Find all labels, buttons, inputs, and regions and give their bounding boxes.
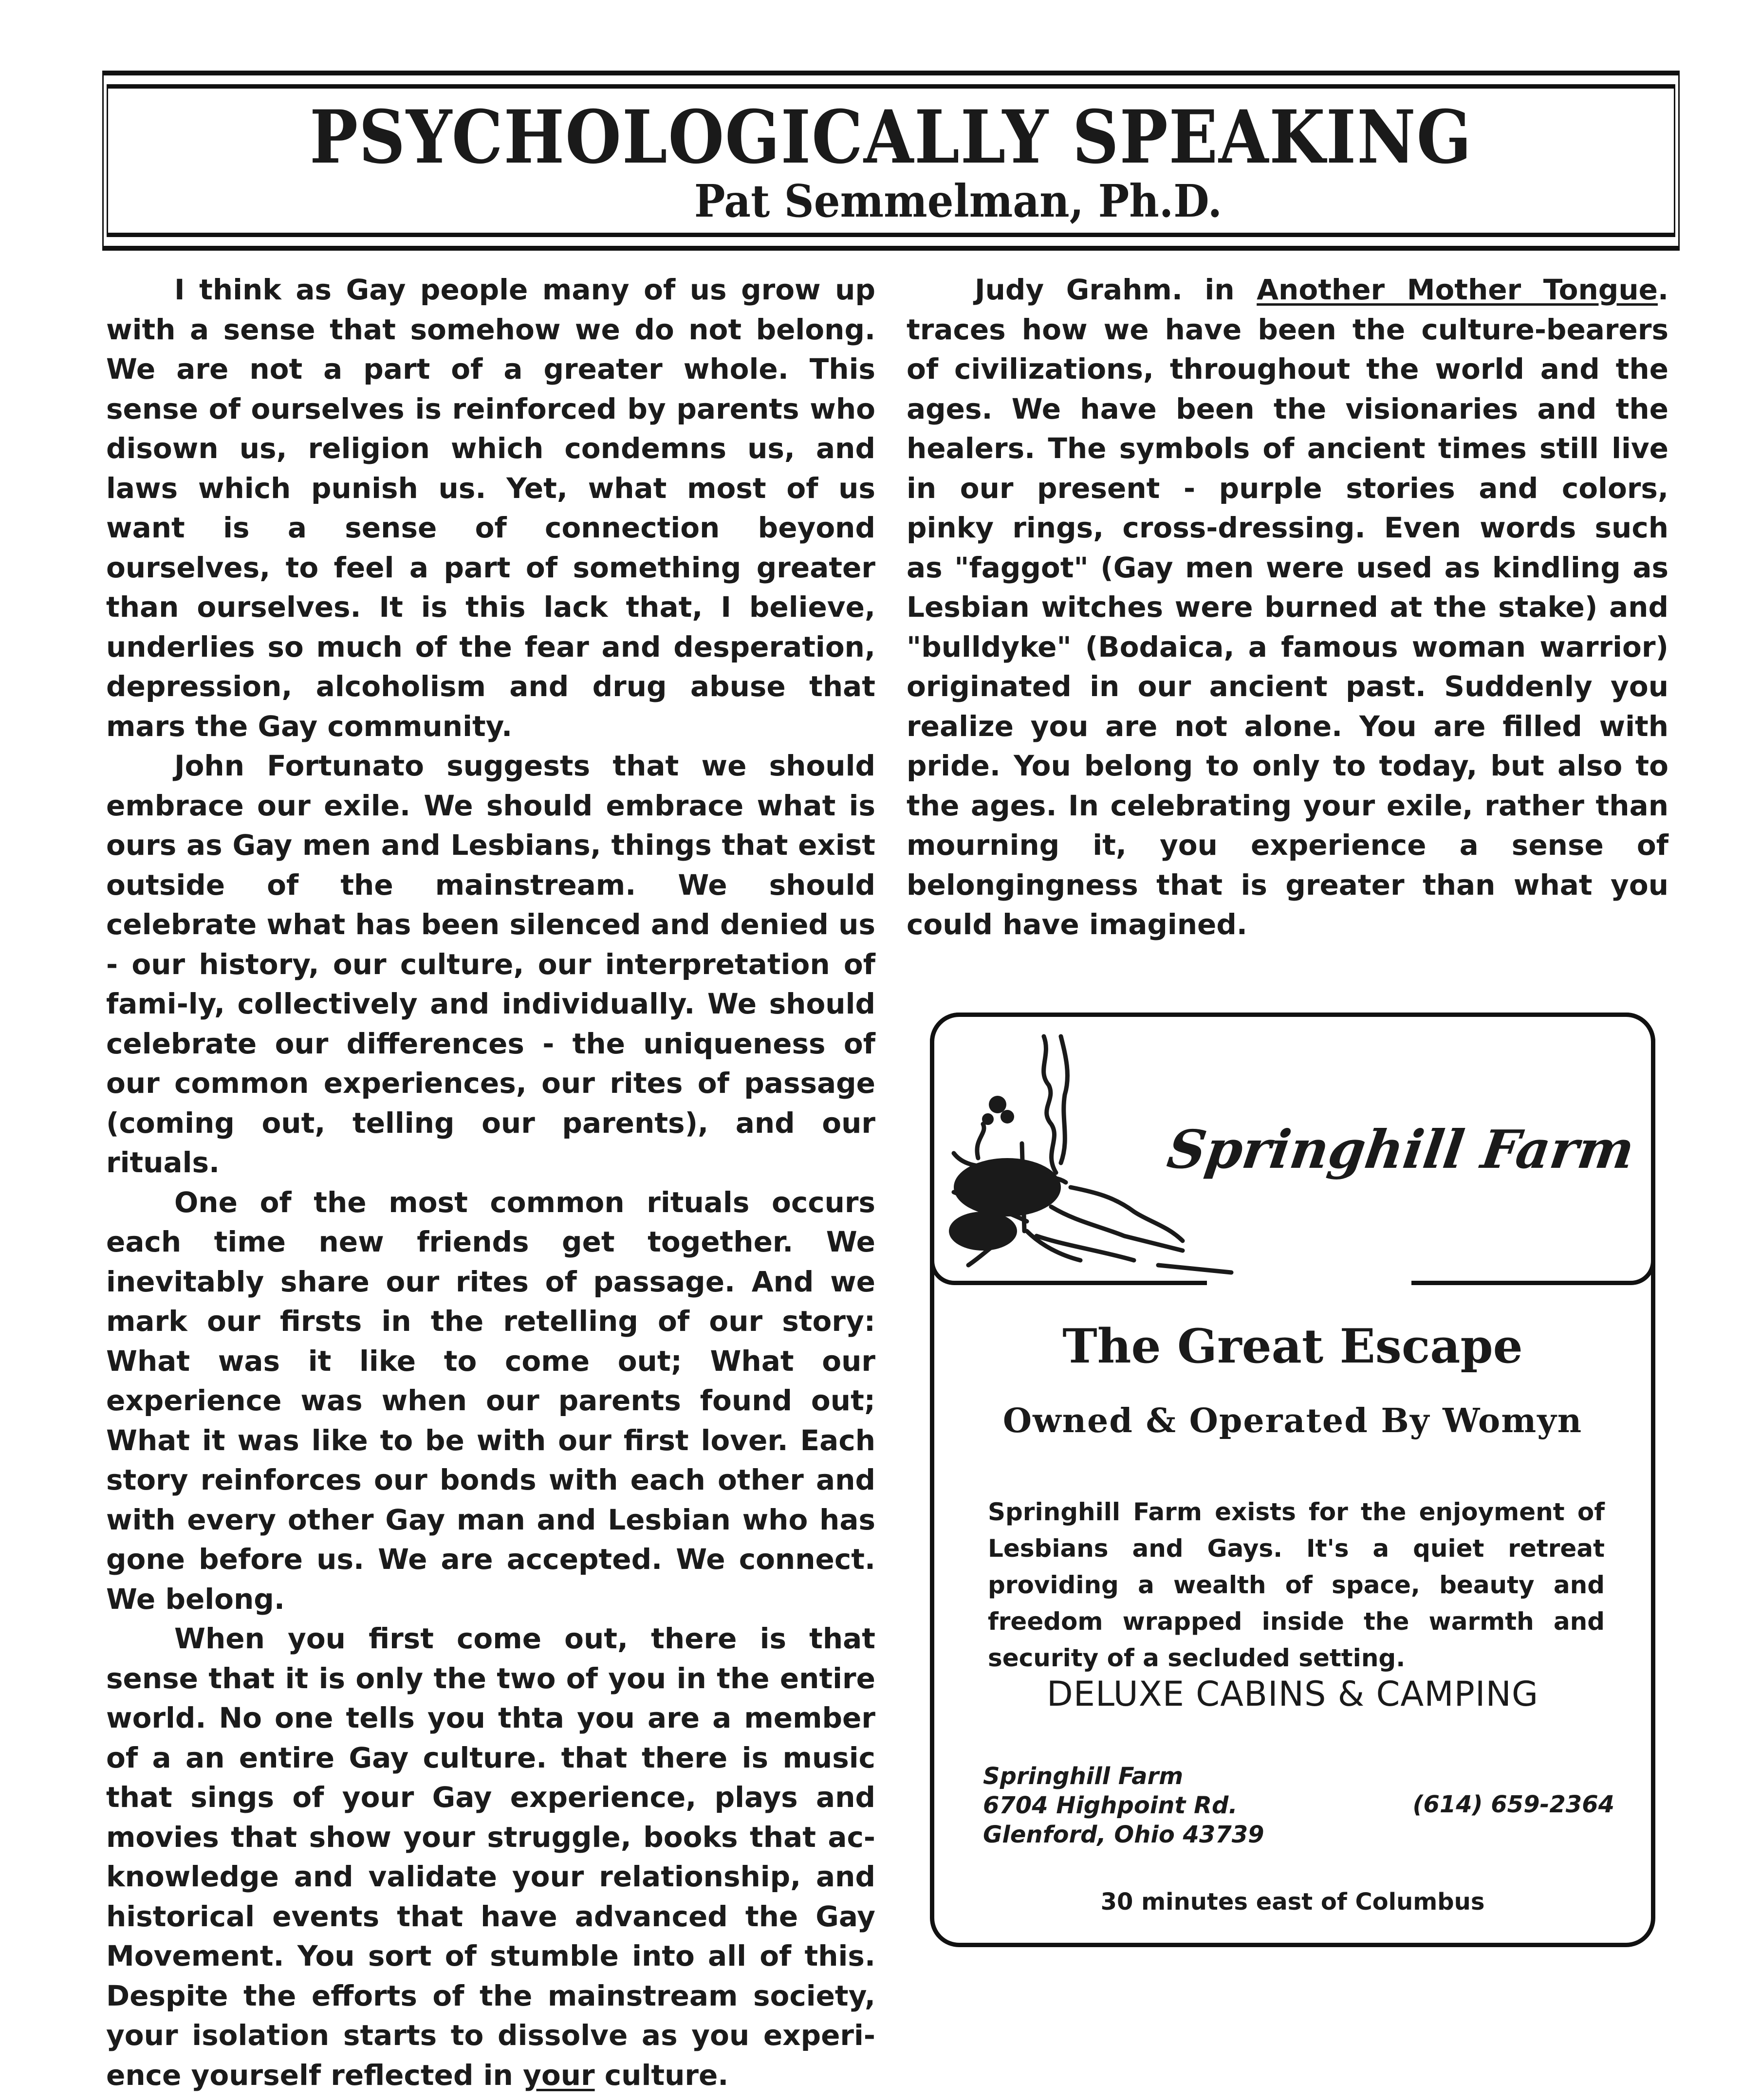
paragraph-text: Judy Grahm. in <box>975 273 1257 306</box>
ad-headline: The Great Escape <box>1062 1319 1523 1374</box>
ad-header-panel <box>930 1013 1655 1285</box>
article-paragraph: John Fortunato suggests that we should embrace our exile. We should embrace what is ours as Gay men and Lesbians, things that exist outside of the mainstream. We should celebrate what has been silenced and denied us - our history, our culture, our interpretation of fami-ly, collectively and individually. We should celebrate our differences - the uniqueness of our common experiences, our rites of passage (coming out, telling our parents), and our rituals. <box>106 749 875 1179</box>
article-paragraph <box>907 270 1668 945</box>
article-right-column <box>907 270 1668 945</box>
springhill-farm-advertisement <box>930 1013 1655 1947</box>
ad-tagline: Owned & Operated By Womyn <box>1002 1401 1583 1440</box>
ad-address-block <box>983 1762 1264 1849</box>
ad-brand-logo: Springhill Farm <box>1164 1119 1638 1180</box>
ad-phone-number: (614) 659-2364 <box>1412 1791 1614 1818</box>
article-left-column <box>106 270 875 2095</box>
ad-location-note: 30 minutes east of Columbus <box>1100 1888 1485 1916</box>
column-masthead <box>102 71 1680 251</box>
article-paragraph: I think as Gay people many of us grow up with a sense that somehow we do not belong. We are not a part of a greater whole. This sense of ourselves is reinforced by parents who disown us, religion which condemns us, and laws which punish us. Yet, what most of us want is a sense of connection beyond ourselves, to feel a part of something greater than ourselves. It is this lack that, I believe, underlies so much of the fear and desperation, depression, alcoholism and drug abuse that mars the Gay community. <box>106 273 875 743</box>
author-byline: Pat Semmelman, Ph.D. <box>694 175 1223 227</box>
emphasized-word: your <box>523 2058 595 2092</box>
header-border-gap <box>1207 1279 1411 1287</box>
masthead-inner-border <box>107 84 1675 237</box>
article-paragraph <box>106 1619 875 2095</box>
address-city: Glenford, Ohio 43739 <box>983 1821 1264 1848</box>
ad-description: Springhill Farm exists for the enjoyment of Lesbians and Gays. It's a quiet retreat providing a wealth of space, beauty and freedom wrapped inside the warmth and security of a secluded setting. <box>988 1498 1605 1672</box>
address-name: Springhill Farm <box>983 1763 1184 1790</box>
address-street: 6704 Highpoint Rd. <box>983 1792 1238 1819</box>
article-paragraph: One of the most common rituals occurs each time new friends get together. We inevitably share our rites of passage. And we mark our firsts in the retelling of our story: What was it like to come out; What our experience was when our parents found out; What it was like to be with our first lover. Each story reinforces our bonds with each other and with every other Gay man and Lesbian who has gone before us. We are accepted. We connect. We belong. <box>106 1185 875 1616</box>
ad-offer: DELUXE CABINS & CAMPING <box>1046 1674 1539 1714</box>
paragraph-text: . traces how we have been the culture-bearers of civilizations, throughout the world and the ages. We have been the visionaries and the healers. The symbols of ancient times still live in our present - purple stories and colors, pinky rings, cross-dressing. Even words such as "faggot" (Gay men were used as kindling as Lesbian witches were burned at the stake) and "bulldyke" (Bodaica, a famous woman warrior) originated in our ancient past. Suddenly you realize you are not alone. You are filled with pride. You belong to only to today, but also to the ages. In celebrating your exile, rather than mourning it, you experience a sense of belongingness that is greater than what you could have imagined. <box>907 273 1668 941</box>
paragraph-text: culture. <box>594 2058 729 2092</box>
paragraph-text: When you first come out, there is that sense that it is only the two of you in the entire world. No one tells you thta you are a member of a an entire Gay culture. that there is music that sings of your Gay experience, plays and movies that show your struggle, books that ac-knowledge and validate your relationship, and historical events that have advanced the Gay Movement. You sort of stumble into all of this. Despite the efforts of the mainstream society, your isolation starts to dissolve as you experi-ence yourself reflected in <box>106 1622 875 2092</box>
column-title: PSYCHOLOGICALLY SPEAKING <box>309 94 1473 180</box>
book-title: Another Mother Tongue <box>1257 273 1658 306</box>
